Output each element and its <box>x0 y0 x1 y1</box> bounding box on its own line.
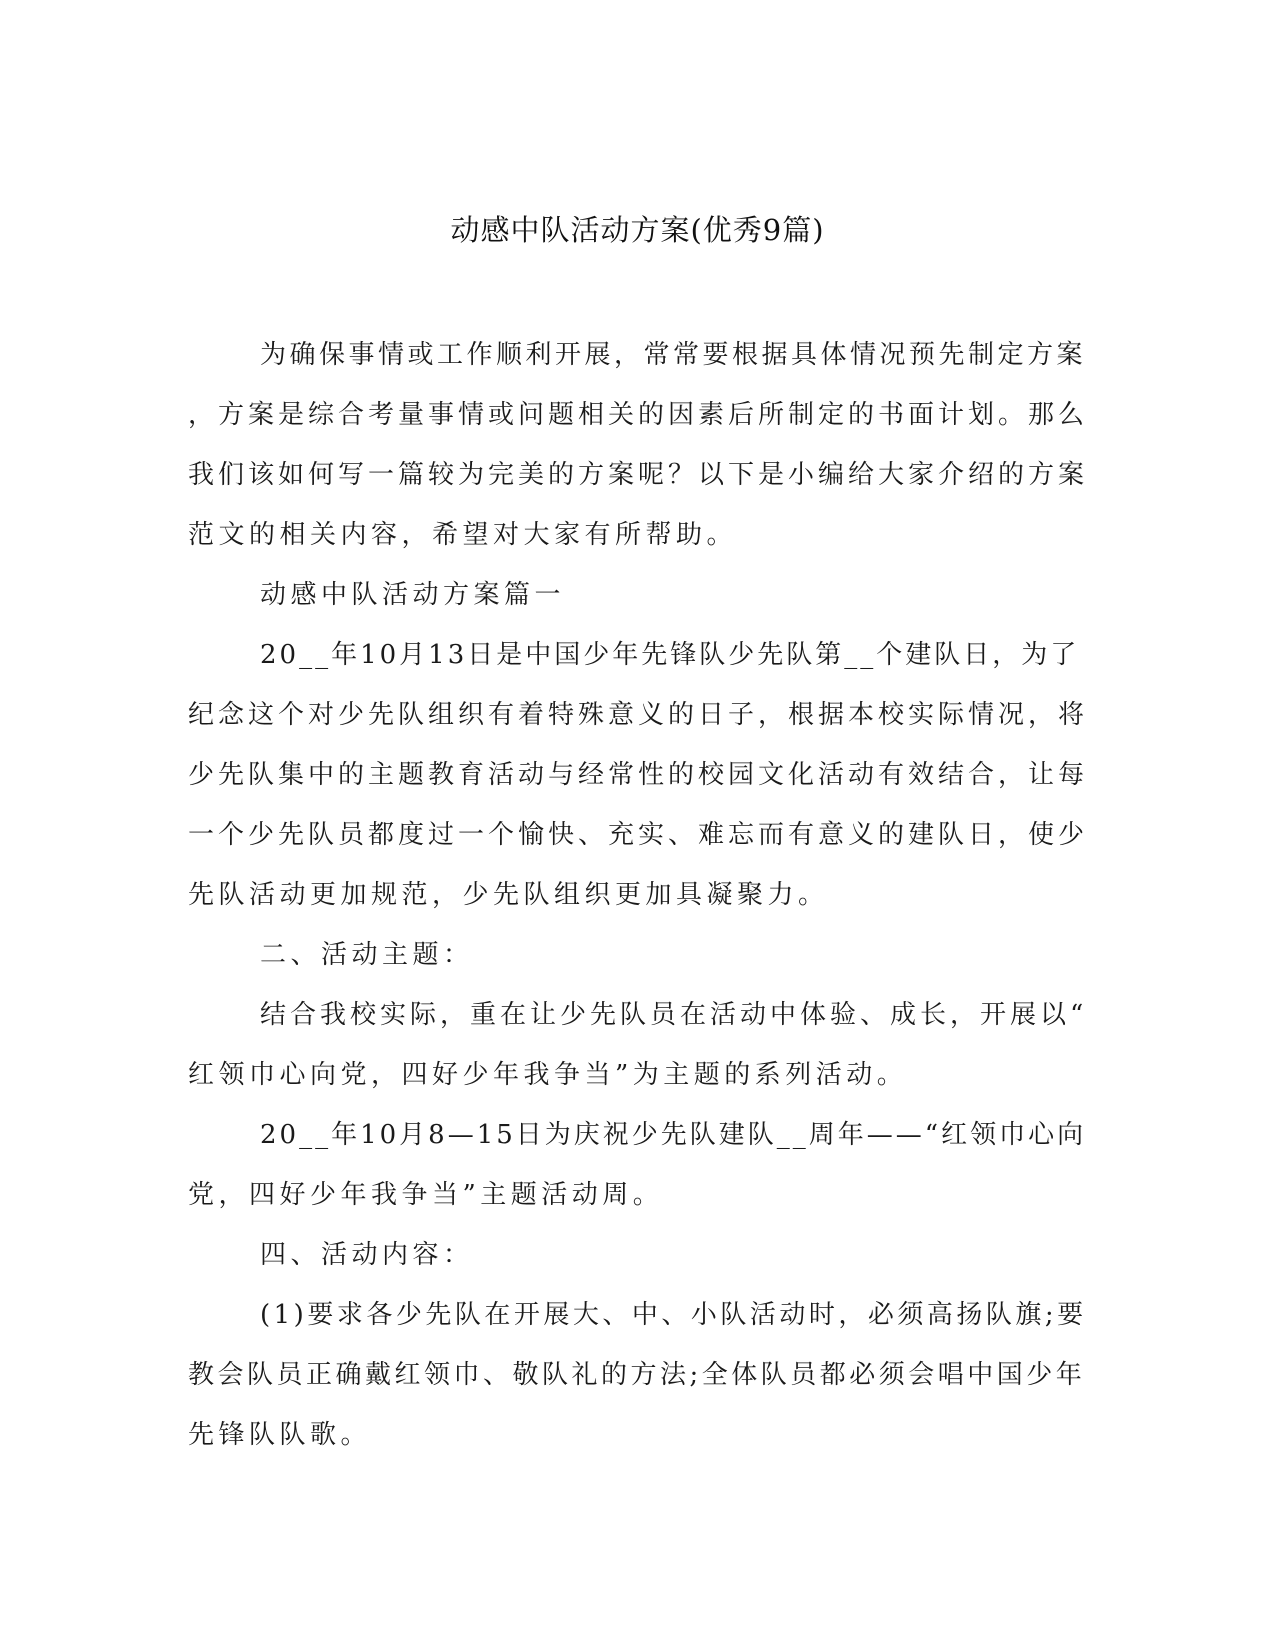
document-title: 动感中队活动方案(优秀9篇) <box>450 213 825 247</box>
text-line: 先队活动更加规范，少先队组织更加具凝聚力。 <box>188 880 829 910</box>
text-line: 我们该如何写一篇较为完美的方案呢？以下是小编给大家介绍的方案 <box>188 460 1089 490</box>
text-line: (1)要求各少先队在开展大、中、小队活动时，必须高扬队旗;要 <box>260 1300 1087 1330</box>
text-line: 范文的相关内容，希望对大家有所帮助。 <box>188 520 738 550</box>
text-line: 结合我校实际，重在让少先队员在活动中体验、成长，开展以“ <box>260 1000 1088 1030</box>
text-line: 为确保事情或工作顺利开展，常常要根据具体情况预先制定方案 <box>260 340 1087 370</box>
text-line: 纪念这个对少先队组织有着特殊意义的日子，根据本校实际情况，将 <box>188 700 1089 730</box>
text-line: 二、活动主题： <box>260 940 474 970</box>
text-line: 动感中队活动方案篇一 <box>260 580 566 610</box>
text-line: 红领巾心向党，四好少年我争当”为主题的系列活动。 <box>188 1060 908 1090</box>
text-line: 教会队员正确戴红领巾、敬队礼的方法;全体队员都必须会唱中国少年 <box>188 1360 1086 1390</box>
text-line: 少先队集中的主题教育活动与经常性的校园文化活动有效结合，让每 <box>188 760 1089 790</box>
document-body <box>188 325 1088 1465</box>
text-line: 20__年10月13日是中国少年先锋队少先队第__个建队日，为了 <box>260 640 1080 670</box>
text-line: 20__年10月8—15日为庆祝少先队建队__周年——“红领巾心向 <box>260 1120 1087 1150</box>
text-line: 一个少先队员都度过一个愉快、充实、难忘而有意义的建队日，使少 <box>188 820 1089 850</box>
text-line: ，方案是综合考量事情或问题相关的因素后所制定的书面计划。那么 <box>188 400 1089 430</box>
text-line: 四、活动内容： <box>260 1240 474 1270</box>
text-line: 党，四好少年我争当”主题活动周。 <box>188 1180 664 1210</box>
text-line: 先锋队队歌。 <box>188 1420 372 1450</box>
